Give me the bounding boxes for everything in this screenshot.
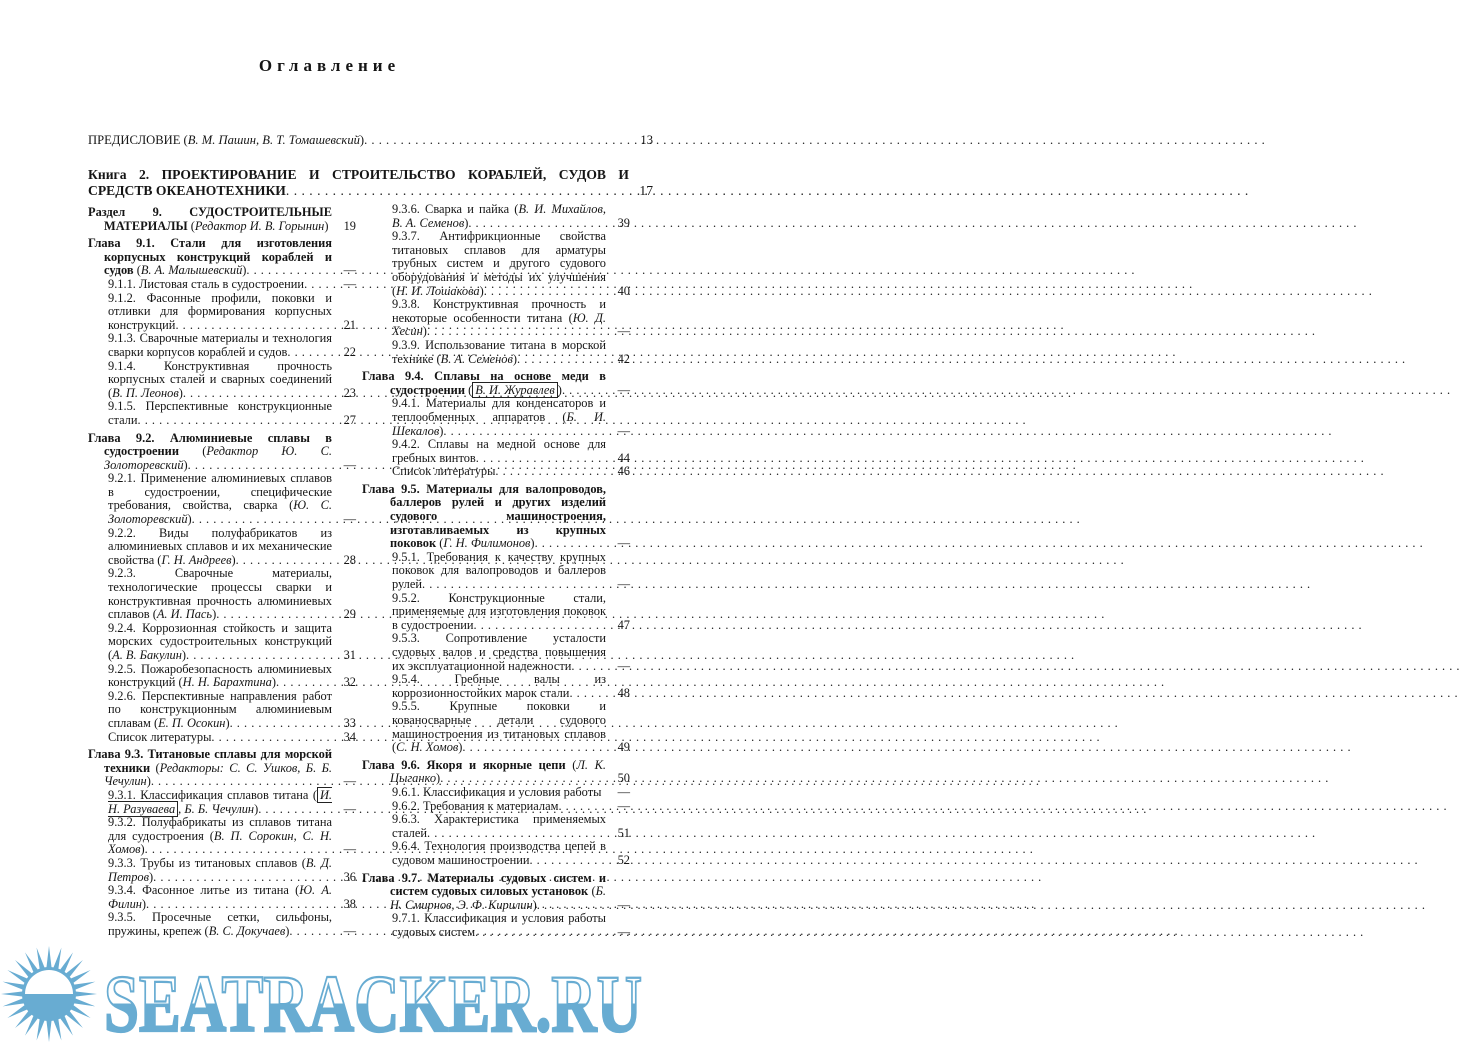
toc-left-column (88, 202, 356, 938)
page-number: 31 (343, 648, 356, 662)
entry-author: Н. И. Лошакова (396, 283, 480, 298)
entry-title: Глава 9.1. Стали для изготовления корпусных конструкций кораблей и судов (88, 236, 332, 278)
page-number: — (617, 577, 630, 592)
toc-item-entry[interactable] (362, 813, 630, 840)
entry-title: 9.3.4. Фасонное литье из титана (108, 883, 289, 898)
dot-leader (468, 217, 602, 231)
toc-chapter-entry[interactable]: Глава 9.7. Материалы судовых систем и систем судовых силовых установок (Б. Н. Смирнов, Э. Ф. Кирилин). . . — (362, 872, 630, 913)
entry-author: Редактор Ю. С. Золоторевский (104, 444, 332, 472)
entry-author: Б. И. Шекалов (392, 409, 606, 438)
page-number: 19 (343, 218, 356, 233)
page-number: — (343, 774, 356, 789)
entry-title: 9.2.1. Применение алюминиевых сплавов в судостроении, специфические требования, свойства, сварка (108, 471, 332, 513)
toc-item-entry[interactable]: 9.2.1. Применение алюминиевых сплавов в судостроении, специфические требования, свойства, сварка (Ю. С. Золоторевский). . . — (88, 472, 356, 526)
entry-title: 9.6.3. Характеристика применяемых сталей (392, 812, 606, 840)
sun-ray (37, 948, 46, 971)
dot-leader (484, 285, 603, 299)
toc-item-entry[interactable] (362, 632, 630, 673)
page-number: — (617, 324, 630, 339)
page-number: — (343, 263, 356, 278)
dot-leader (474, 619, 603, 633)
dot-leader (440, 772, 602, 786)
entry-author: В. А. Малышевский (140, 263, 243, 278)
page-number: — (343, 923, 356, 938)
page-number: 21 (343, 317, 356, 332)
dot-leader (443, 425, 602, 439)
entry-title: 9.2.5. Пожаробезопасность алюминиевых конструкций (108, 661, 332, 690)
entry-title: 9.5.2. Конструкционные стали, применяемые для изготовления поковок в судостроении (392, 590, 606, 632)
page-number: 29 (343, 607, 356, 622)
toc-chapter-entry[interactable]: Глава 9.4. Сплавы на основе меди в судостроении ( В. И. Журавлев ). . . — (362, 370, 630, 397)
entry-title: 9.2.4. Коррозионная стойкость и защита морских судостроительных конструкций (108, 620, 332, 649)
dot-leader (211, 731, 328, 745)
entry-title: 9.4.2. Сплавы на медной основе для гребных винтов (392, 437, 606, 465)
sun-ray (53, 948, 62, 971)
dot-leader (138, 414, 329, 428)
entry-author: Е. П. Осокин (158, 715, 226, 730)
dot-leader (145, 843, 329, 857)
toc-item-entry[interactable]: 9.4.1. Материалы для конденсаторов и теплообменных аппаратов (Б. И. Шекалов). . . — (362, 397, 630, 438)
entry-title: 9.4.1. Материалы для конденсаторов и теплообменных аппаратов (392, 396, 606, 424)
entry-title: 9.5.3. Сопротивление усталости судовых валов и средства повышения их эксплуатационной надежности (392, 631, 606, 673)
page-number: 51 (617, 825, 630, 840)
entry-title: ПРЕДИСЛОВИЕ (88, 133, 181, 147)
entry-author: В. Д. Петров (108, 855, 332, 884)
seatracker-watermark-logo (0, 946, 659, 1044)
dot-leader (246, 264, 328, 278)
dot-leader (529, 854, 602, 868)
toc-entry-preface[interactable]: ПРЕДИСЛОВИЕ (В. М. Пашин, В. Т. Томашевский). . . 13 (88, 133, 653, 147)
toc-item-entry[interactable] (362, 438, 630, 465)
entry-title: 9.5.5. Крупные поковки и кованосварные детали судового машиностроения из титановых сплавов (392, 699, 606, 741)
page-number: 42 (617, 351, 630, 366)
page-number: — (617, 423, 630, 438)
entry-author: А. И. Пась (156, 607, 213, 622)
entry-author: В. П. Сорокин, С. Н. Хомов (108, 828, 332, 857)
toc-item-entry[interactable] (362, 465, 630, 479)
page-number: 44 (617, 450, 630, 465)
toc-item-entry[interactable] (362, 840, 630, 867)
toc-item-entry[interactable]: 9.3.4. Фасонное литье из титана (Ю. А. Филин). . . 38 (88, 884, 356, 911)
page-number: 27 (343, 412, 356, 427)
dot-leader (286, 183, 626, 199)
page-number: 22 (343, 344, 356, 359)
toc-item-entry[interactable]: 9.3.7. Антифрикционные свойства титановых сплавов для арматуры трубных систем и другого судового оборудования и методы их улучшения (Н. И. Лошакова). . . 40 (362, 230, 630, 298)
toc-chapter-entry[interactable]: Глава 9.3. Титановые сплавы для морской техники (Редакторы: С. С. Ушков, Б. Б. Чечулин). . . — (88, 748, 356, 789)
entry-title: Глава 9.2. Алюминиевые сплавы в судостроении (88, 430, 332, 459)
page-number: 17 (639, 183, 653, 198)
entry-title: 9.1.3. Сварочные материалы и технология сварки корпусов кораблей и судов (108, 331, 332, 359)
page-number: 47 (617, 617, 630, 632)
toc-item-entry[interactable] (88, 731, 356, 745)
page-number: 49 (617, 740, 630, 755)
sun-ray (74, 991, 97, 996)
dot-leader (186, 649, 328, 663)
dot-leader (276, 676, 329, 690)
page-number: — (617, 784, 630, 799)
dot-leader (192, 513, 329, 527)
toc-item-entry[interactable]: 9.3.2. Полуфабрикаты из сплавов титана для судостроения (В. П. Сорокин, С. Н. Хомов). . . — (88, 816, 356, 857)
dot-leader (230, 717, 329, 731)
sun-icon (1, 946, 97, 1042)
sun-ray (72, 982, 95, 991)
entry-title: 9.2.2. Виды полуфабрикатов из алюминиевых сплавов и их механические свойства (108, 525, 332, 567)
sun-ray (72, 998, 95, 1007)
toc-item-entry[interactable] (362, 786, 630, 800)
page-number: 13 (640, 133, 653, 147)
page-number: 40 (617, 283, 630, 298)
toc-chapter-entry[interactable]: Глава 9.6. Якоря и якорные цепи (Л. К. Цыганко). . . 50 (362, 759, 630, 786)
entry-author: В. А. Семенов (440, 351, 513, 366)
dot-leader (188, 459, 329, 473)
entry-author: Н. Н. Барахтина (182, 675, 272, 690)
entry-author: Ю. Д. Хесин (392, 310, 606, 339)
toc-item-entry[interactable]: 9.3.3. Трубы из титановых сплавов (В. Д. Петров). . . 36 (88, 857, 356, 884)
dot-leader (476, 452, 603, 466)
entry-author: А. В. Бакулин (112, 648, 182, 662)
page-number: 38 (343, 896, 356, 911)
dot-leader (146, 898, 328, 912)
entry-author: , Б. Б. Чечулин (178, 801, 255, 816)
page-number: — (617, 382, 630, 397)
dot-leader (422, 578, 603, 592)
toc-item-entry[interactable] (88, 332, 356, 359)
toc-item-entry[interactable] (362, 592, 630, 633)
entry-author-boxed: В. И. Журавлев (472, 382, 558, 398)
toc-item-entry[interactable]: 9.2.4. Коррозионная стойкость и защита морских судостроительных конструкций (А. В. Бакулин). . . 31 (88, 622, 356, 663)
dot-leader (537, 899, 603, 913)
entry-author: Л. К. Цыганко (390, 757, 606, 786)
page-number: 39 (617, 215, 630, 230)
page-number: — (617, 897, 630, 912)
page-number: — (343, 801, 356, 816)
entry-title: 9.3.1. Классификация сплавов титана (108, 787, 309, 802)
dot-leader (304, 278, 328, 292)
dot-leader (289, 925, 328, 939)
dot-leader (364, 133, 625, 147)
sun-ray (3, 998, 26, 1007)
page-number: — (617, 658, 630, 673)
toc-item-entry[interactable]: 9.5.5. Крупные поковки и кованосварные детали судового машиностроения из титановых сплавов (С. Н. Хомов). . . 49 (362, 700, 630, 754)
entry-author: В. П. Леонов (112, 385, 179, 400)
sun-ray (53, 1017, 62, 1040)
entry-author: В. М. Пашин, В. Т. Томашевский (187, 133, 360, 147)
page-number: — (343, 512, 356, 527)
toc-item-entry[interactable] (362, 551, 630, 592)
toc-item-entry[interactable]: 9.1.4. Конструктивная прочность корпусных сталей и сварных соединений (В. П. Леонов). . . 23 (88, 360, 356, 401)
toc-item-entry[interactable]: 9.2.5. Пожаробезопасность алюминиевых конструкций (Н. Н. Барахтина). . . 32 (88, 663, 356, 690)
watermark-text: SEATRACKER.RU (104, 958, 642, 1044)
page-number: 52 (617, 852, 630, 867)
entry-author: С. Н. Хомов (396, 740, 459, 755)
dot-leader (569, 687, 602, 701)
page-number: 50 (617, 771, 630, 786)
entry-title: 9.2.3. Сварочные материалы, технологические процессы сварки и конструктивная прочность алюминиевых сплавов (108, 566, 332, 622)
dot-leader (495, 465, 602, 479)
sun-ray (1, 991, 24, 996)
entry-title: 9.3.8. Конструктивная прочность и некоторые особенности титана (392, 297, 606, 325)
toc-section-entry[interactable]: Раздел 9. СУДОСТРОИТЕЛЬНЫЕ МАТЕРИАЛЫ (Редактор И. В. Горынин) 19 (88, 205, 356, 233)
dot-leader (462, 741, 602, 755)
toc-item-entry[interactable]: 9.3.6. Сварка и пайка (В. И. Михайлов, В. А. Семенов). . . 39 (362, 203, 630, 230)
toc-item-entry[interactable]: 9.2.3. Сварочные материалы, технологические процессы сварки и конструктивная прочность алюминиевых сплавов (А. И. Пась). . . 29 (88, 567, 356, 621)
entry-title: Список литературы (108, 729, 212, 744)
entry-title: Глава 9.3. Титановые сплавы для морской техники (88, 747, 332, 775)
page-number: 33 (343, 715, 356, 730)
entry-author-boxed: И. Н. Разуваева (108, 787, 332, 816)
toc-chapter-entry[interactable]: Глава 9.1. Стали для изготовления корпусных конструкций кораблей и судов (В. А. Малышевский). . . — (88, 237, 356, 278)
entry-title: 9.1.4. Конструктивная прочность корпусных сталей и сварных соединений (108, 358, 332, 387)
dot-leader (427, 827, 603, 841)
toc-item-entry[interactable]: 9.2.6. Перспективные направления работ по конструкционным алюминиевым сплавам (Е. П. Осокин). . . 33 (88, 690, 356, 731)
entry-title: 9.3.9. Использование титана в морской технике (392, 337, 606, 366)
dot-leader (427, 325, 603, 339)
dot-leader (153, 871, 328, 885)
toc-item-entry[interactable] (88, 292, 356, 333)
page-number: — (343, 842, 356, 857)
entry-title: Глава 9.6. Якоря и якорные цепи (362, 757, 566, 772)
sun-ray (46, 1019, 51, 1042)
entry-title: 9.2.6. Перспективные направления работ по конструкционным алюминиевым сплавам (108, 688, 332, 730)
toc-item-entry[interactable] (88, 400, 356, 427)
toc-item-entry[interactable]: 9.3.9. Использование титана в морской технике (В. А. Семенов). . . 42 (362, 339, 630, 366)
sun-ray (46, 946, 51, 969)
entry-title: Раздел 9. СУДОСТРОИТЕЛЬНЫЕ МАТЕРИАЛЫ (88, 205, 332, 233)
dot-leader (216, 608, 328, 622)
dot-leader (601, 786, 602, 800)
page-number: 46 (617, 464, 630, 479)
dot-leader (287, 346, 328, 360)
dot-leader (183, 387, 329, 401)
entry-title: 9.5.1. Требования к качеству крупных поковок для валопроводов и баллеров рулей (392, 549, 606, 592)
entry-author: Ю. А. Филин (108, 883, 332, 911)
entry-title: Список литературы (392, 464, 496, 479)
entry-author: В. И. Михайлов, В. А. Семенов (392, 202, 606, 230)
entry-author: Г. Н. Филимонов (443, 536, 531, 551)
dot-leader (562, 384, 603, 398)
entry-title: 9.3.6. Сварка и пайка (392, 202, 510, 216)
entry-title: 9.6.1. Классификация и условия работы (392, 784, 602, 799)
entry-title: 9.1.5. Перспективные конструкционные стали (108, 399, 332, 427)
page-number: — (343, 457, 356, 472)
page-number: — (617, 536, 630, 551)
toc-item-entry[interactable] (362, 673, 630, 700)
entry-title: 9.3.3. Трубы из титановых сплавов (108, 855, 298, 870)
toc-item-entry[interactable]: 9.3.5. Просечные сетки, сильфоны, пружины, крепеж (В. С. Докучаев). . . — (88, 911, 356, 938)
entry-title: 9.3.5. Просечные сетки, сильфоны, пружины, крепеж (108, 910, 332, 938)
toc-item-entry[interactable] (88, 278, 356, 292)
entry-title: Глава 9.5. Материалы для валопроводов, баллеров рулей и других изделий судового машиностроения, изготавливаемых из крупных поковок (362, 481, 606, 551)
entry-title: 9.6.4. Технология производства цепей в судовом машиностроении (392, 839, 606, 867)
entry-title: 9.3.2. Полуфабрикаты из сплавов титана для судостроения (108, 815, 332, 843)
entry-author: Редактор И. В. Горынин (194, 218, 325, 233)
entry-title: 9.1.2. Фасонные профили, поковки и отливки для формирования корпусных конструкций (108, 290, 332, 332)
page-number: 36 (343, 869, 356, 884)
dot-leader (475, 926, 602, 940)
toc-entry-book[interactable] (88, 167, 653, 199)
entry-title: 9.7.1. Классификация и условия работы судовых систем (392, 911, 606, 939)
toc-right-column (362, 203, 630, 939)
page-number: — (343, 276, 356, 291)
page-number: 28 (343, 552, 356, 567)
dot-leader (558, 800, 602, 814)
toc-item-entry[interactable] (362, 800, 630, 814)
entry-title: Глава 9.7. Материалы судовых систем и систем судовых силовых установок (362, 870, 606, 899)
toc-item-entry[interactable] (362, 912, 630, 939)
dot-leader (517, 353, 603, 367)
entry-title: Глава 9.4. Сплавы на основе меди в судостроении (362, 369, 606, 397)
dot-leader (151, 775, 329, 789)
entry-author: Редакторы: С. С. Ушков, Б. Б. Чечулин (104, 760, 333, 789)
toc-item-entry[interactable]: 9.3.8. Конструктивная прочность и некоторые особенности титана (Ю. Д. Хесин). . . — (362, 298, 630, 339)
page-number: — (617, 924, 630, 939)
dot-leader (258, 803, 328, 817)
page-number: 34 (343, 729, 356, 744)
entry-author: Б. Н. Смирнов, Э. Ф. Кирилин (390, 884, 606, 912)
dot-leader (175, 319, 328, 333)
toc-chapter-entry[interactable]: Глава 9.2. Алюминиевые сплавы в судостроении (Редактор Ю. С. Золоторевский). . . — (88, 432, 356, 473)
sun-ray (3, 982, 26, 991)
dot-leader (571, 660, 602, 674)
toc-item-entry[interactable]: 9.3.1. Классификация сплавов титана ( И. Н. Разуваева , Б. Б. Чечулин). . . — (88, 789, 356, 816)
sun-ray (37, 1017, 46, 1040)
entry-title: 9.3.7. Антифрикционные свойства титановых сплавов для арматуры трубных систем и другого судового оборудования и методы их улучшения (392, 229, 606, 284)
dot-leader (535, 537, 603, 551)
entry-title: Книга 2. ПРОЕКТИРОВАНИЕ И СТРОИТЕЛЬСТВО КОРАБЛЕЙ, СУДОВ И СРЕДСТВ ОКЕАНОТЕХНИКИ (88, 167, 629, 198)
toc-item-entry[interactable]: 9.2.2. Виды полуфабрикатов из алюминиевых сплавов и их механические свойства (Г. Н. Андреев). . . 28 (88, 527, 356, 568)
entry-author: Ю. С. Золоторевский (108, 498, 332, 527)
entry-title: 9.1.1. Листовая сталь в судостроении (108, 276, 305, 291)
entry-author: В. С. Докучаев (208, 923, 286, 938)
toc-chapter-entry[interactable]: Глава 9.5. Материалы для валопроводов, баллеров рулей и других изделий судового машиностроения, изготавливаемых из крупных поковок (Г. Н. Филимонов). . . — (362, 483, 630, 551)
page-number: 48 (617, 685, 630, 700)
entry-title: 9.5.4. Гребные валы из коррозионностойких марок стали (392, 672, 606, 700)
page-number: 32 (343, 675, 356, 690)
entry-author: Г. Н. Андреев (161, 552, 232, 567)
entry-title: 9.6.2. Требования к материалам (392, 798, 559, 813)
page-number: 23 (343, 385, 356, 400)
page-number: — (617, 798, 630, 813)
page-title: Оглавление (258, 56, 401, 75)
dot-leader (236, 554, 329, 568)
